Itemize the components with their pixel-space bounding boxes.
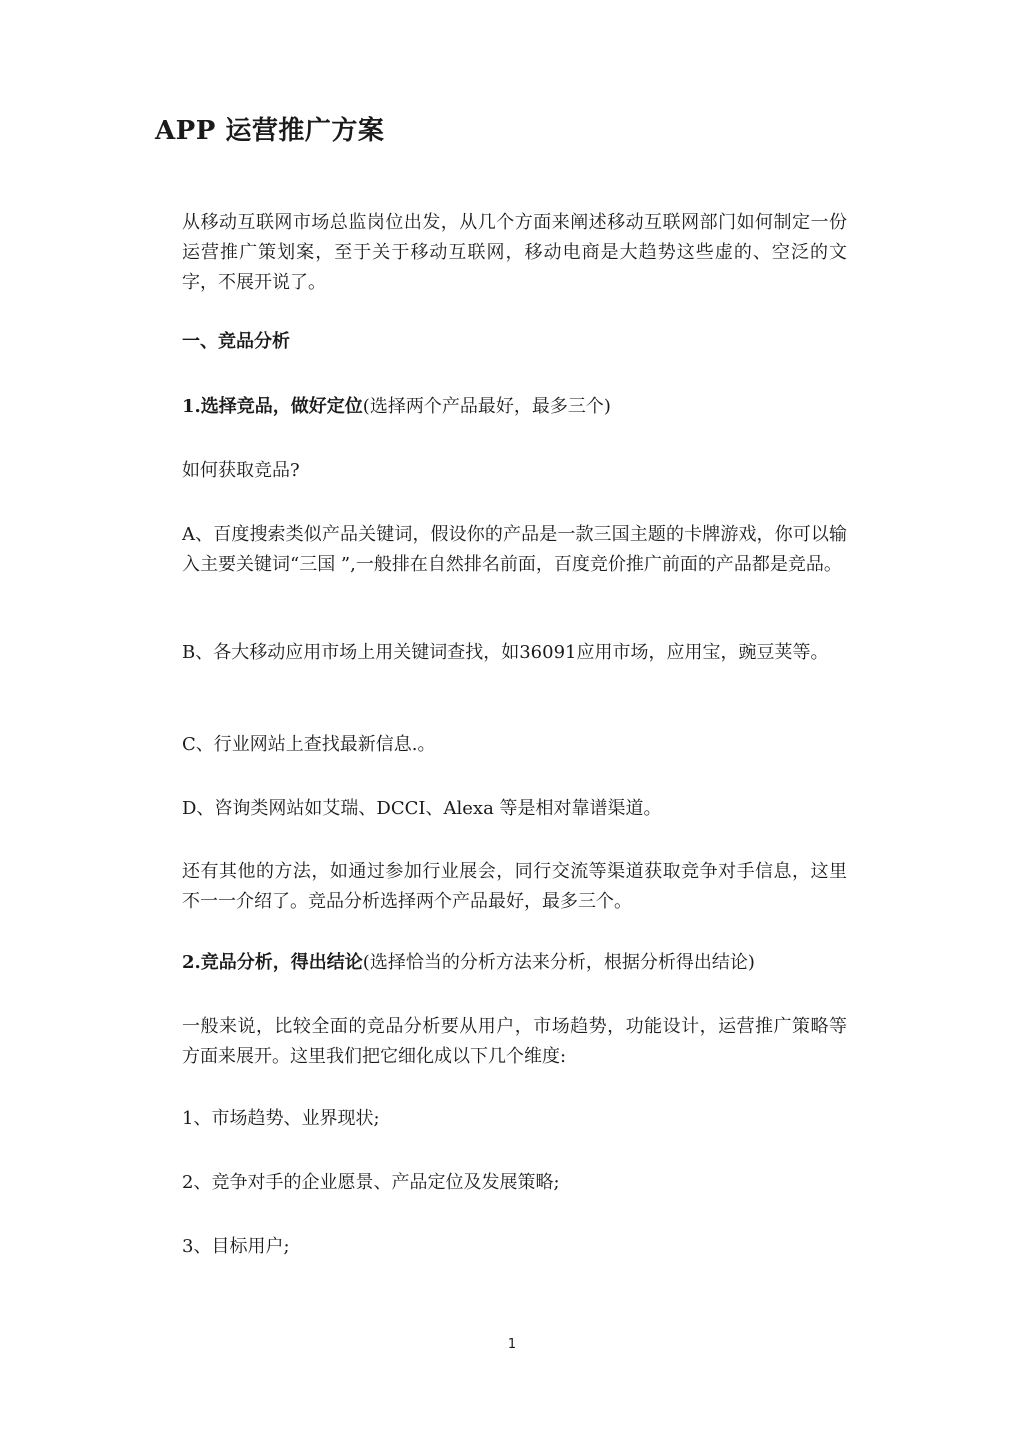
subsection-2-heading <box>182 948 847 978</box>
intro-text: 从移动互联网市场总监岗位出发，从几个方面来阐述移动互联网部门如何制定一份运营推广策划案，至于关于移动互联网，移动电商是大趋势这些虚的、空泛的文字，不展开说了。 <box>182 212 847 293</box>
dimension-3-text: 3、目标用户; <box>182 1236 290 1257</box>
subsection-2-rest: (选择恰当的分析方法来分析，根据分析得出结论) <box>362 952 755 973</box>
intro-paragraph <box>182 208 847 298</box>
dimension-1-text: 1、市场趋势、业界现状; <box>182 1108 380 1129</box>
subsection-2-bold: 2.竞品分析，得出结论 <box>182 952 363 973</box>
general-text: 一般来说，比较全面的竞品分析要从用户，市场趋势，功能设计，运营推广策略等方面来展开。这里我们把它细化成以下几个维度: <box>182 1016 847 1067</box>
section1-heading: 一、竞品分析 <box>182 331 290 352</box>
item-d-text: D、咨询类网站如艾瑞、DCCI、Alexa 等是相对靠谱渠道。 <box>182 798 662 819</box>
subsection-1-rest: (选择两个产品最好，最多三个) <box>362 396 611 417</box>
item-b-text: B、各大移动应用市场上用关键词查找，如36091应用市场，应用宝，豌豆荚等。 <box>182 642 829 663</box>
subsection-1-line <box>182 392 847 422</box>
item-a-text: A、百度搜索类似产品关键词，假设你的产品是一款三国主题的卡牌游戏，你可以输入主要关键词“三国 ”,一般排在自然排名前面，百度竞价推广前面的产品都是竞品。 <box>182 524 847 575</box>
item-c-paragraph <box>182 730 847 760</box>
dimension-2-text: 2、竞争对手的企业愿景、产品定位及发展策略; <box>182 1172 560 1193</box>
dimension-2-item <box>182 1168 847 1198</box>
page-number: 1 <box>507 1337 517 1352</box>
dimension-1-item <box>182 1104 847 1134</box>
document-title: APP 运营推广方案 <box>155 116 385 146</box>
item-c-text: C、行业网站上查找最新信息.。 <box>182 734 436 755</box>
subsection-2-line <box>182 948 847 978</box>
item-a-paragraph <box>182 520 847 580</box>
question-paragraph <box>182 456 847 486</box>
subsection-1-heading <box>182 392 847 422</box>
other-methods-paragraph <box>182 857 847 917</box>
item-b-paragraph <box>182 638 847 668</box>
section-heading-competitor-analysis <box>182 327 847 357</box>
other-methods-text: 还有其他的方法，如通过参加行业展会，同行交流等渠道获取竞争对手信息，这里不一一介绍了。竞品分析选择两个产品最好，最多三个。 <box>182 861 847 912</box>
question-text: 如何获取竞品? <box>182 460 300 481</box>
item-d-paragraph <box>182 794 847 824</box>
dimension-3-item <box>182 1232 847 1262</box>
subsection-1-bold: 1.选择竞品，做好定位 <box>182 396 363 417</box>
general-paragraph <box>182 1012 847 1072</box>
